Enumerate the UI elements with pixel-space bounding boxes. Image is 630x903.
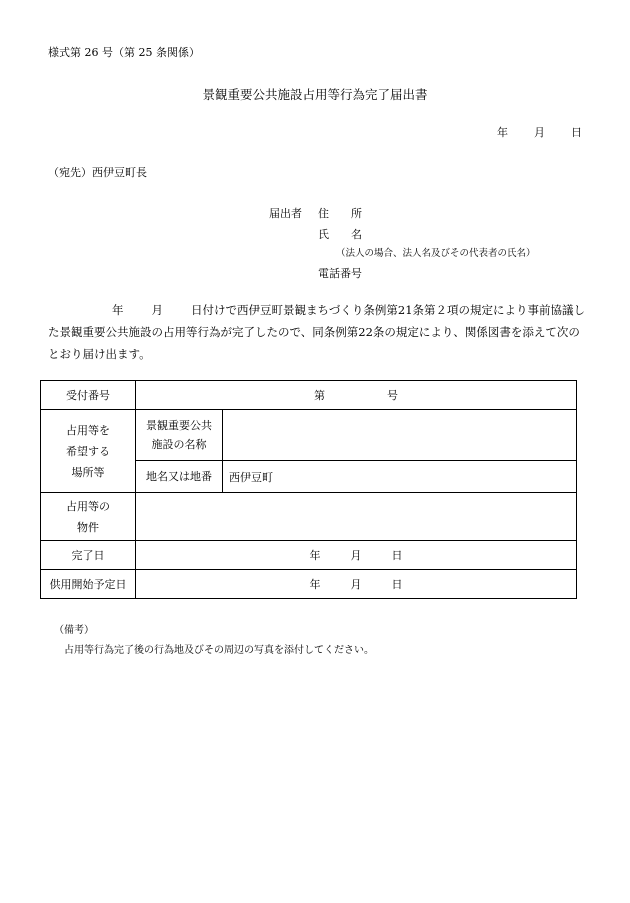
receipt-dai: 第 bbox=[314, 389, 325, 402]
filer-name-label: 氏 名 bbox=[318, 228, 362, 241]
facility-name-label-line: 景観重要公共 bbox=[146, 419, 212, 432]
facility-name-label-line: 施設の名称 bbox=[151, 438, 207, 451]
facility-name-label bbox=[136, 410, 223, 461]
object-label-line: 物件 bbox=[77, 520, 99, 534]
place-field[interactable]: 西伊豆町 bbox=[223, 461, 577, 493]
body-text: 日付けで西伊豆町景観まちづくり条例第21条第２項の規定により事前協議した景観重要公共施設の占用等行為が完了したので、同条例第22条の規定により、関係図書を添えて次のとおり届け出ます。 bbox=[48, 303, 586, 361]
corporate-note: （法人の場合、法人名及びその代表者の氏名） bbox=[336, 248, 536, 259]
filer-address-label: 住 所 bbox=[318, 207, 362, 220]
body-year: 年 bbox=[112, 303, 124, 317]
completion-row bbox=[41, 541, 577, 570]
object-field[interactable] bbox=[136, 493, 577, 541]
location-label-line: 希望する bbox=[66, 444, 110, 458]
filer-label: 届出者 bbox=[269, 207, 302, 220]
completion-year: 年 bbox=[309, 549, 321, 562]
start-label: 供用開始予定日 bbox=[41, 570, 136, 599]
date-month: 月 bbox=[534, 126, 545, 139]
notification-table bbox=[40, 380, 577, 599]
filer-phone-label: 電話番号 bbox=[318, 267, 362, 280]
start-month: 月 bbox=[350, 578, 362, 591]
receipt-row bbox=[41, 381, 577, 410]
notification-body bbox=[48, 299, 588, 365]
document-title: 景観重要公共施設占用等行為完了届出書 bbox=[202, 87, 428, 102]
location-label-line: 占用等を bbox=[66, 423, 110, 437]
object-label-line: 占用等の bbox=[66, 499, 110, 513]
start-day: 日 bbox=[391, 578, 403, 591]
completion-month: 月 bbox=[350, 549, 362, 562]
location-label bbox=[41, 410, 136, 493]
completion-date-field[interactable] bbox=[136, 541, 577, 570]
body-month: 月 bbox=[151, 303, 163, 317]
start-date-field[interactable] bbox=[136, 570, 577, 599]
addressee: （宛先）西伊豆町長 bbox=[48, 166, 147, 179]
place-label: 地名又は地番 bbox=[136, 461, 223, 493]
date-year: 年 bbox=[497, 126, 508, 139]
remarks-text: 占用等行為完了後の行為地及びその周辺の写真を添付してください。 bbox=[64, 645, 374, 656]
receipt-label: 受付番号 bbox=[41, 381, 136, 410]
object-row bbox=[41, 493, 577, 541]
date-day: 日 bbox=[571, 126, 582, 139]
location-label-line: 場所等 bbox=[71, 465, 105, 479]
start-row bbox=[41, 570, 577, 599]
completion-label: 完了日 bbox=[41, 541, 136, 570]
submission-date bbox=[497, 124, 582, 140]
receipt-number-cell[interactable] bbox=[136, 381, 577, 410]
completion-day: 日 bbox=[391, 549, 403, 562]
facility-row bbox=[41, 410, 577, 461]
receipt-go: 号 bbox=[387, 389, 398, 402]
start-year: 年 bbox=[309, 578, 321, 591]
remarks-heading: （備考） bbox=[54, 625, 94, 636]
object-label bbox=[41, 493, 136, 541]
facility-name-field[interactable] bbox=[223, 410, 577, 461]
form-number: 様式第 26 号（第 25 条関係） bbox=[48, 46, 200, 59]
